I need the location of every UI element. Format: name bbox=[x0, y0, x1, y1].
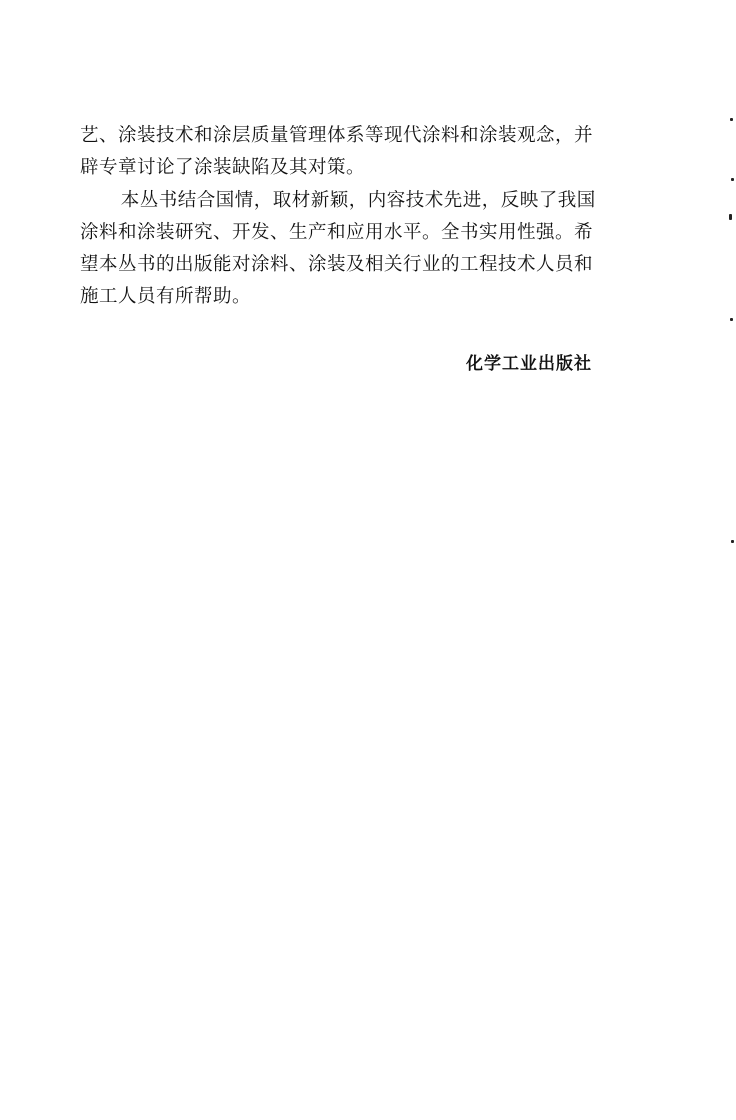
paragraph-summary: 本丛书结合国情，取材新颖，内容技术先进，反映了我国 涂料和涂装研究、开发、生产和应用水平。全书实用性强。希 望本丛书的出版能对涂料、涂装及相关行业的工程技术人员和 施工人员有所帮助。 bbox=[80, 190, 596, 307]
scan-edge-mark bbox=[730, 118, 733, 121]
body-text bbox=[80, 120, 665, 313]
paragraph-continuation: 艺、涂装技术和涂层质量管理体系等现代涂料和涂装观念，并 辟专章讨论了涂装缺陷及其对策。 bbox=[80, 125, 594, 178]
scan-edge-mark bbox=[731, 540, 734, 543]
scan-edge-mark bbox=[730, 318, 733, 321]
scan-edge-mark bbox=[731, 178, 734, 181]
publisher-signature: 化学工业出版社 bbox=[466, 354, 592, 374]
scan-edge-mark bbox=[729, 214, 732, 220]
